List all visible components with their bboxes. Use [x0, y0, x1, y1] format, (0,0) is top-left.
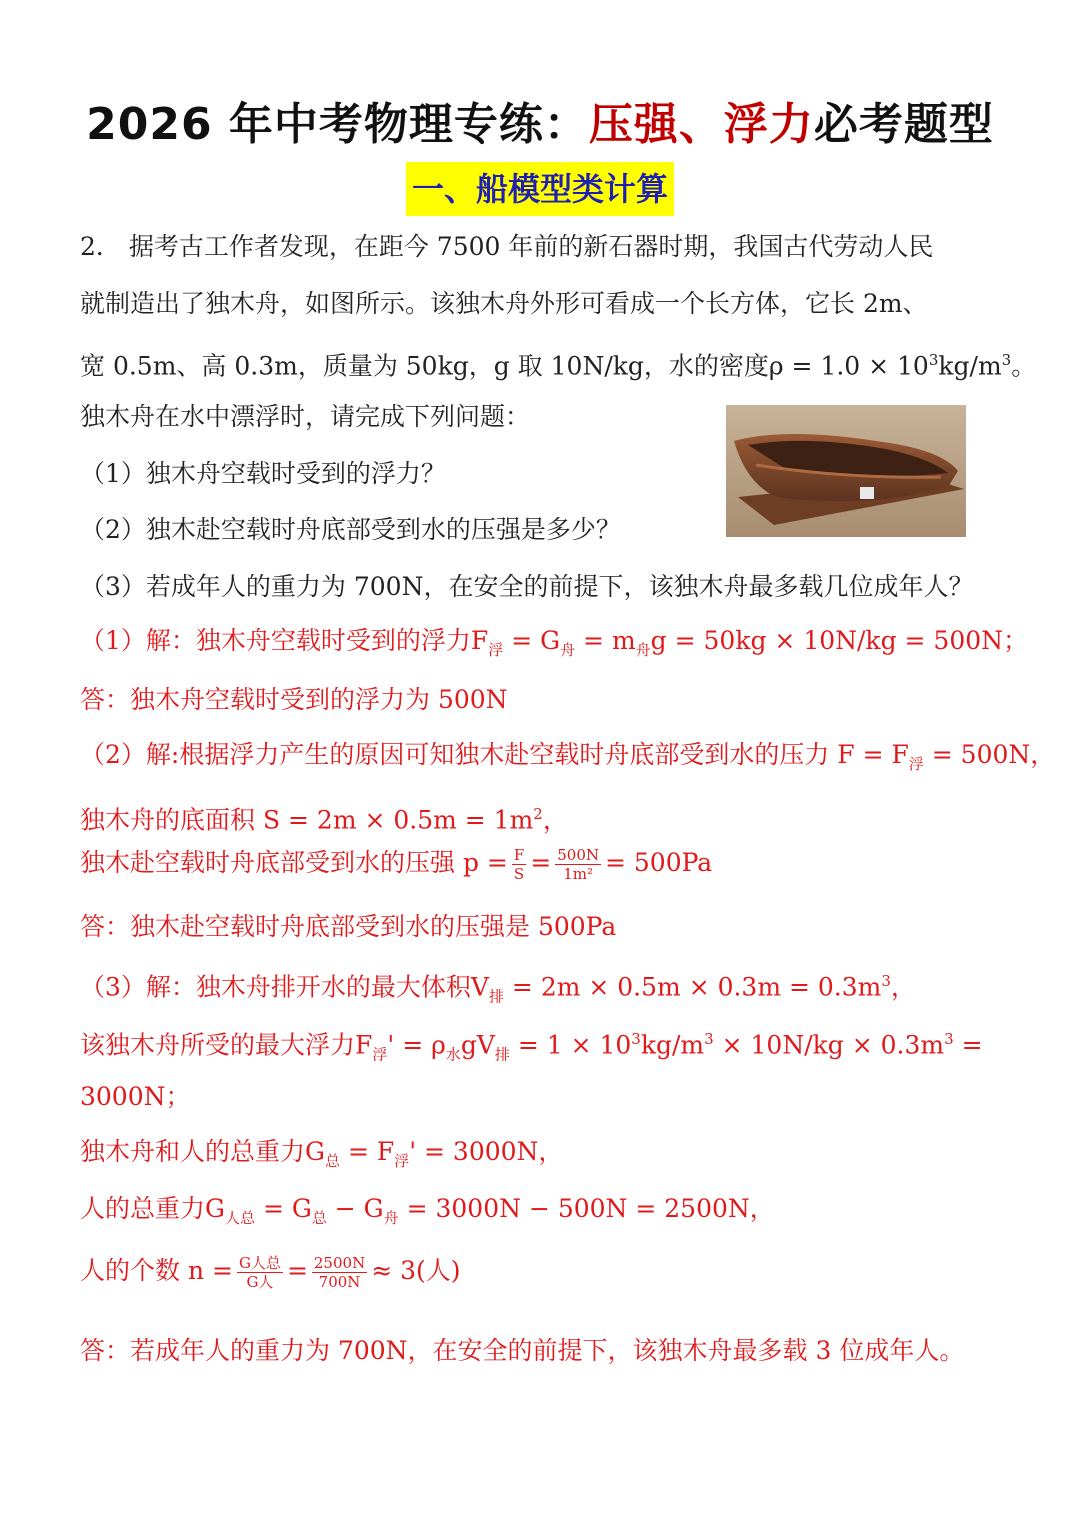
fraction-f-over-s: $\frac{F}{S}$ — [513, 846, 525, 883]
question-stem-line-2: 就制造出了独木舟，如图所示。该独木舟外形可看成一个长方体，它长 2m、 — [80, 289, 928, 318]
dugout-canoe-photo — [726, 405, 966, 537]
question-part-1: （1）独木舟空载时受到的浮力？ — [80, 459, 446, 488]
solution-2: （2）解:根据浮力产生的原因可知独木赴空载时舟底部受到水的压力 $F = F_浮 = 500N$， — [80, 740, 1056, 773]
question-part-3: （3）若成年人的重力为 700N，在安全的前提下，该独木舟最多载几位成年人？ — [80, 572, 974, 601]
solution-3-people-weight: 人的总重力$G_{人总} = G_总 - G_舟 = 3000N - 500N = 2500N$， — [80, 1194, 775, 1227]
solution-3-buoyancy-result: 3000N； — [80, 1082, 191, 1111]
solution-3: （3）解：独木舟排开水的最大体积$V_排 = 2m \times 0.5m \times 0.3m = 0.3m^3$， — [80, 972, 916, 1006]
page-title — [0, 88, 1080, 152]
answer-1: 答：独木舟空载时受到的浮力为 500N — [80, 685, 508, 714]
question-stem-line-4: 独木舟在水中漂浮时，请完成下列问题： — [80, 402, 531, 431]
section-heading: 一、船模型类计算 — [406, 162, 674, 216]
question-stem-line-1: 2． 据考古工作者发现，在距今 7500 年前的新石器时期，我国古代劳动人民 — [80, 232, 934, 261]
answer-2: 答：独木赴空载时舟底部受到水的压强是 500Pa — [80, 912, 617, 941]
answer-3: 答：若成年人的重力为 700N，在安全的前提下，该独木舟最多载 3 位成年人。 — [80, 1336, 965, 1365]
title-prefix: 2026 年中考物理专练： — [86, 99, 589, 150]
solution-1: （1）解：独木舟空载时受到的浮力$F_浮 = G_舟 = m_舟g = 50kg \times 10N/kg = 500N$； — [80, 626, 1029, 659]
fraction-2500n-over-700n: $\frac{2500N}{700N}$ — [313, 1254, 366, 1291]
solution-2-area: 独木舟的底面积 $S = 2m \times 0.5m = 1m^2$， — [80, 805, 568, 835]
title-suffix: 必考题型 — [813, 99, 994, 150]
solution-2-pressure: 独木赴空载时舟底部受到水的压强 p = $\frac{F}{S}$ = $\frac{500N}{\text{1m²}}$ = 500Pa — [80, 846, 713, 883]
title-highlight: 压强、浮力 — [588, 99, 814, 150]
fraction-g-ratio: $\frac{\text{G人总}}{\text{G人}}$ — [238, 1254, 281, 1291]
solution-3-buoyancy: 该独木舟所受的最大浮力$F_浮' = \rho_水gV_排 = 1 \times 10^3kg/m^3 \times 10N/kg \times 0.3m^3$ = — [80, 1030, 983, 1064]
solution-3-people-count: 人的个数 n = $\frac{\text{G人总}}{\text{G人}}$ = $\frac{2500N}{700N}$ ≈ 3(人) — [80, 1254, 461, 1291]
question-part-2: （2）独木赴空载时舟底部受到水的压强是多少？ — [80, 515, 621, 544]
question-stem-line-3: 宽 0.5m、高 0.3m，质量为 50kg，g 取 10N/kg，水的密度$\rho = 1.0 \times 10^3kg/m^3$。 — [80, 351, 1037, 381]
solution-3-total-weight: 独木舟和人的总重力$G_总 = F_浮' = 3000N$， — [80, 1137, 564, 1170]
fraction-500n-over-1m2: $\frac{500N}{\text{1m²}}$ — [557, 846, 599, 883]
